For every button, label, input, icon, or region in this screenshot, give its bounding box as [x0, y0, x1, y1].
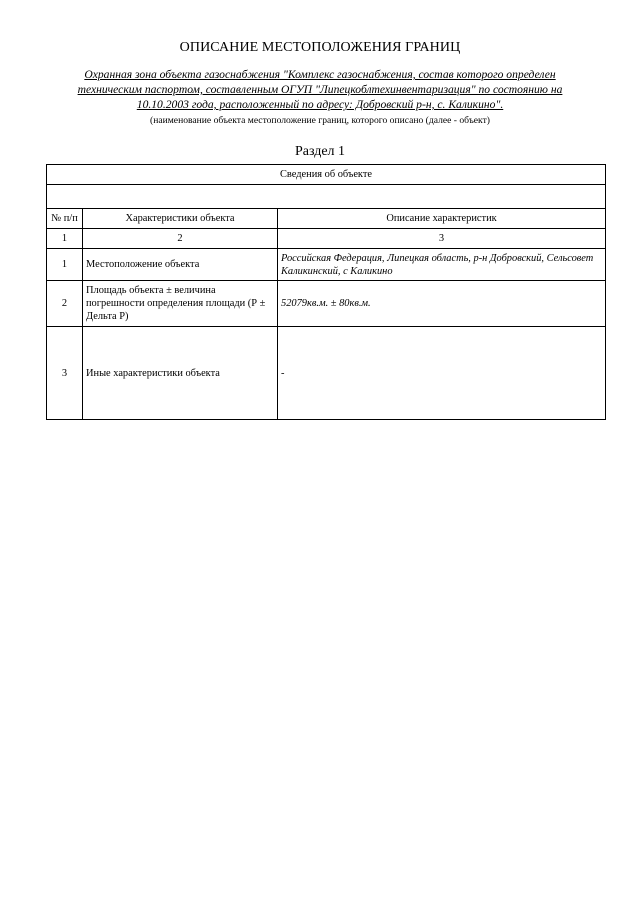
- row-description: Российская Федерация, Липецкая область, р-н Добровский, Сельсовет Каликинский, с Каликино: [278, 249, 606, 281]
- blank-cell: [47, 185, 606, 209]
- page-title: ОПИСАНИЕ МЕСТОПОЛОЖЕНИЯ ГРАНИЦ: [179, 40, 461, 55]
- object-name-line-3: 10.10.2003 года, расположенный по адресу: Добровский р-н, с. Каликино".: [136, 98, 504, 111]
- column-number-1: 1: [47, 229, 83, 249]
- column-header-row: [47, 209, 606, 229]
- column-header-characteristic: Характеристики объекта: [83, 209, 278, 229]
- object-name-line-1: Охранная зона объекта газоснабжения "Комплекс газоснабжения, состав которого определен: [84, 68, 556, 81]
- object-name-caption: (наименование объекта местоположение границ, которого описано (далее - объект): [150, 115, 490, 126]
- row-number: 2: [47, 281, 83, 327]
- column-header-description: Описание характеристик: [278, 209, 606, 229]
- column-number-2: 2: [83, 229, 278, 249]
- table-blank-row: [47, 185, 606, 209]
- row-description: 52079кв.м. ± 80кв.м.: [278, 281, 606, 327]
- row-characteristic: Местоположение объекта: [83, 249, 278, 281]
- row-number: 1: [47, 249, 83, 281]
- table-row: [47, 249, 606, 281]
- section-title: Раздел 1: [294, 144, 346, 159]
- row-number: 3: [47, 327, 83, 420]
- object-name: [55, 67, 585, 112]
- row-characteristic: Площадь объекта ± величина погрешности определения площади (Р ± Дельта Р): [83, 281, 278, 327]
- table-title: Сведения об объекте: [47, 165, 606, 185]
- row-characteristic: Иные характеристики объекта: [83, 327, 278, 420]
- row-description: -: [278, 327, 606, 420]
- table-title-row: [47, 165, 606, 185]
- column-header-number: № п/п: [47, 209, 83, 229]
- table-row: [47, 327, 606, 420]
- column-number-row: [47, 229, 606, 249]
- object-name-line-2: техническим паспортом, составленным ОГУП "Липецкоблтехинвентаризация" по состоянию на: [77, 83, 563, 96]
- column-number-3: 3: [278, 229, 606, 249]
- object-info-table: [46, 164, 606, 420]
- table-row: [47, 281, 606, 327]
